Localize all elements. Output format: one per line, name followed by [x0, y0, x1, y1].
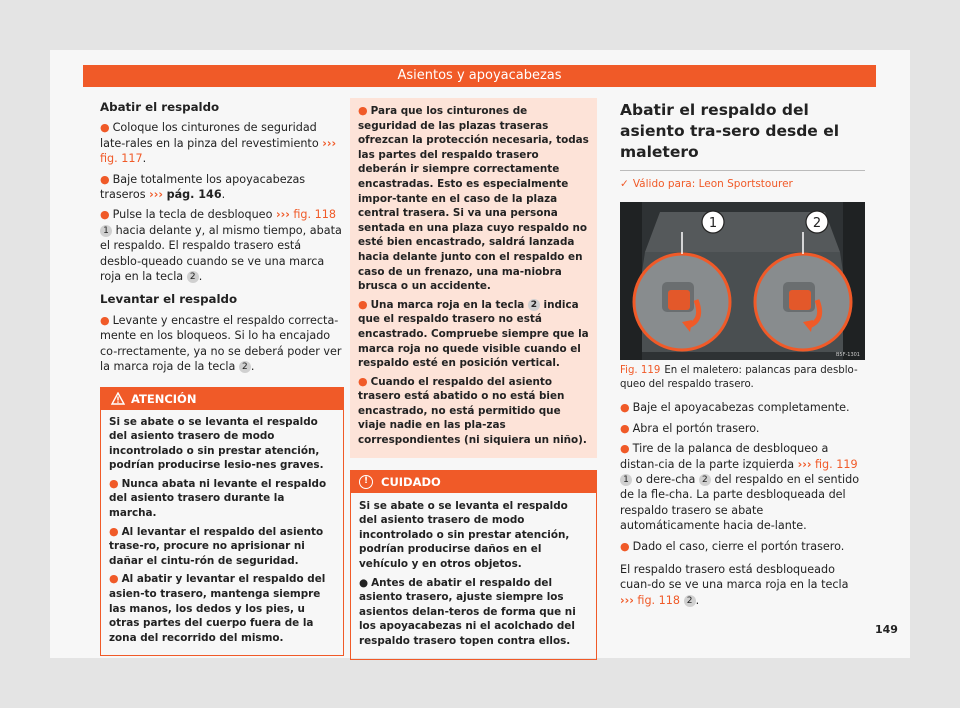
warning-continuation — [350, 98, 597, 458]
list-item: ● Levante y encastre el respaldo correcta-mente en los bloqueos. Si lo ha encajado co-rrectamente, ya no se deberá poder ver la marca roja de la tecla 2 . — [100, 313, 342, 374]
validity-note: ✓ Válido para: Leon Sportstourer — [620, 178, 793, 190]
bullet-icon: ● — [109, 572, 119, 586]
callout-number: 2 — [239, 361, 251, 373]
bullet-icon: ● — [100, 121, 110, 135]
column-middle — [350, 98, 597, 660]
bullet-icon: ● — [620, 421, 630, 435]
bullet-icon: ● — [109, 476, 119, 490]
caution-header — [351, 471, 596, 493]
callout-number: 2 — [684, 595, 696, 607]
list-item: ● Una marca roja en la tecla 2 indica que el respaldo trasero no está encastrado. Compruebe siempre que la marca roja no quede visible cuando el respaldo esté en posición vertical. — [358, 297, 589, 370]
warning-intro: Si se abate o se levanta el respaldo del asiento trasero de modo incontrolado o sin prestar atención, podrían producirse lesio-nes graves. — [109, 415, 324, 472]
callout-number: 2 — [528, 299, 540, 311]
list-item: ● Para que los cinturones de seguridad de las plazas traseras ofrezcan la protección necesaria, todas las partes del respaldo trasero deberán ir siempre correctamente encastradas. Esto es especialmente impor-tante en el caso de la plaza central trasera. Si va una persona sentada en una plaza cuyo respaldo no esté bien encastrado, saldrá lanzada hacia delante junto con el respaldo en caso de un frenazo, una ma-niobra brusca o un accidente. — [358, 104, 589, 293]
figure-label-1: 1 — [708, 216, 718, 232]
bullet-icon: ● — [358, 374, 368, 388]
bullet-icon: ● — [100, 208, 110, 222]
bullet-icon: ● — [358, 104, 368, 117]
title-divider — [620, 170, 865, 171]
bullet-icon: ● — [620, 401, 630, 415]
info-circle-icon: ! — [359, 475, 373, 489]
figure-code: B5F-1301 — [835, 352, 860, 359]
list-item: ● Antes de abatir el respaldo del asiento trasero, ajuste siempre los asientos delan-teros de forma que ni los apoyacabezas ni el acolchado del respaldo trasero topen contra ellos. — [359, 576, 576, 647]
page-link[interactable]: pág. 146 — [166, 188, 222, 202]
list-item: ● Nunca abata ni levante el respaldo del asiento trasero durante la marcha. — [109, 476, 327, 520]
page-header: Asientos y apoyacabezas — [83, 65, 876, 87]
warning-body — [101, 410, 343, 656]
figure-trunk-levers — [620, 202, 865, 360]
callout-number: 2 — [699, 474, 711, 486]
callout-number: 1 — [100, 225, 112, 237]
caution-body — [351, 493, 596, 659]
list-item: ● Tire de la palanca de desbloqueo a distan-cia de la parte izquierda ››› fig. 119 1 o dere-cha 2 del respaldo en el sentido de la fle-cha. La parte desbloqueada del respaldo trasero se abate automáticamente hacia de-lante. — [620, 442, 860, 533]
bullet-icon: ● — [100, 172, 110, 186]
callout-number: 2 — [187, 271, 199, 283]
caution-title: CUIDADO — [381, 474, 441, 489]
page-number: 149 — [875, 623, 898, 636]
list-item: ● Coloque los cinturones de seguridad late-rales en la pinza del revestimiento ››› fig. 117. — [100, 121, 337, 166]
figure-link[interactable]: fig. 119 — [815, 457, 858, 471]
bullet-icon: ● — [620, 442, 630, 456]
section-title: Abatir el respaldo del asiento tra-sero desde el maletero — [620, 101, 840, 161]
list-item: ● Abra el portón trasero. — [620, 421, 760, 435]
figure-link[interactable]: fig. 117 — [100, 152, 143, 166]
list-item: ● Dado el caso, cierre el portón trasero. — [620, 539, 845, 553]
list-item: ● Baje el apoyacabezas completamente. — [620, 401, 850, 415]
paragraph: El respaldo trasero está desbloqueado cuan-do se ve una marca roja en la tecla ››› fig. 118 2 . — [620, 563, 849, 607]
bullet-icon: ● — [358, 297, 368, 311]
check-icon: ✓ — [620, 178, 629, 190]
figure-link[interactable]: fig. 118 — [293, 208, 337, 222]
heading-abatir: Abatir el respaldo — [100, 100, 220, 114]
list-item: ● Al abatir y levantar el respaldo del asien-to trasero, mantenga siempre las manos, los dedos y los pies, u otras partes del cuerpo fuera de la zona del recorrido del mismo. — [109, 572, 326, 644]
bullet-icon: ● — [109, 524, 119, 538]
manual-page — [50, 50, 910, 658]
bullet-icon: ● — [620, 539, 630, 553]
column-left — [100, 98, 344, 656]
list-item: ● Cuando el respaldo del asiento trasero está abatido o no está bien encastrado, no está permitido que viaje nadie en las pla-zas correspondientes (ni siquiera un niño). — [358, 374, 587, 447]
figure-caption: Fig. 119 En el maletero: palancas para desblo-queo del respaldo trasero. — [620, 365, 858, 390]
bullet-icon: ● — [359, 576, 369, 589]
figure-label-2: 2 — [812, 216, 822, 232]
warning-icon — [111, 392, 125, 405]
list-item: ● Baje totalmente los apoyacabezas traseros ››› pág. 146. — [100, 172, 306, 202]
list-item: ● Pulse la tecla de desbloqueo ››› fig. 118 1 hacia delante y, al mismo tiempo, abata el respaldo. El respaldo trasero está desblo-queado cuando se ve una marca roja en la tecla 2 . — [100, 208, 342, 284]
caution-intro: Si se abate o se levanta el respaldo del asiento trasero de modo incontrolado o sin prestar atención, podrían producirse daños en el vehículo y en otros objetos. — [359, 499, 570, 571]
heading-levantar: Levantar el respaldo — [100, 292, 238, 307]
warning-title: ATENCIÓN — [131, 391, 197, 406]
bullet-icon: ● — [100, 313, 110, 327]
column-right — [620, 98, 865, 613]
caution-box — [350, 470, 597, 660]
list-item: ● Al levantar el respaldo del asiento trase-ro, procure no aprisionar ni dañar el cintu-rón de seguridad. — [109, 524, 324, 567]
callout-number: 1 — [620, 474, 632, 486]
figure-link[interactable]: fig. 118 — [637, 593, 681, 607]
warning-header — [101, 388, 343, 410]
warning-box — [100, 387, 344, 657]
figure-caption-ref: Fig. 119 — [620, 365, 661, 377]
trunk-illustration — [620, 202, 865, 360]
